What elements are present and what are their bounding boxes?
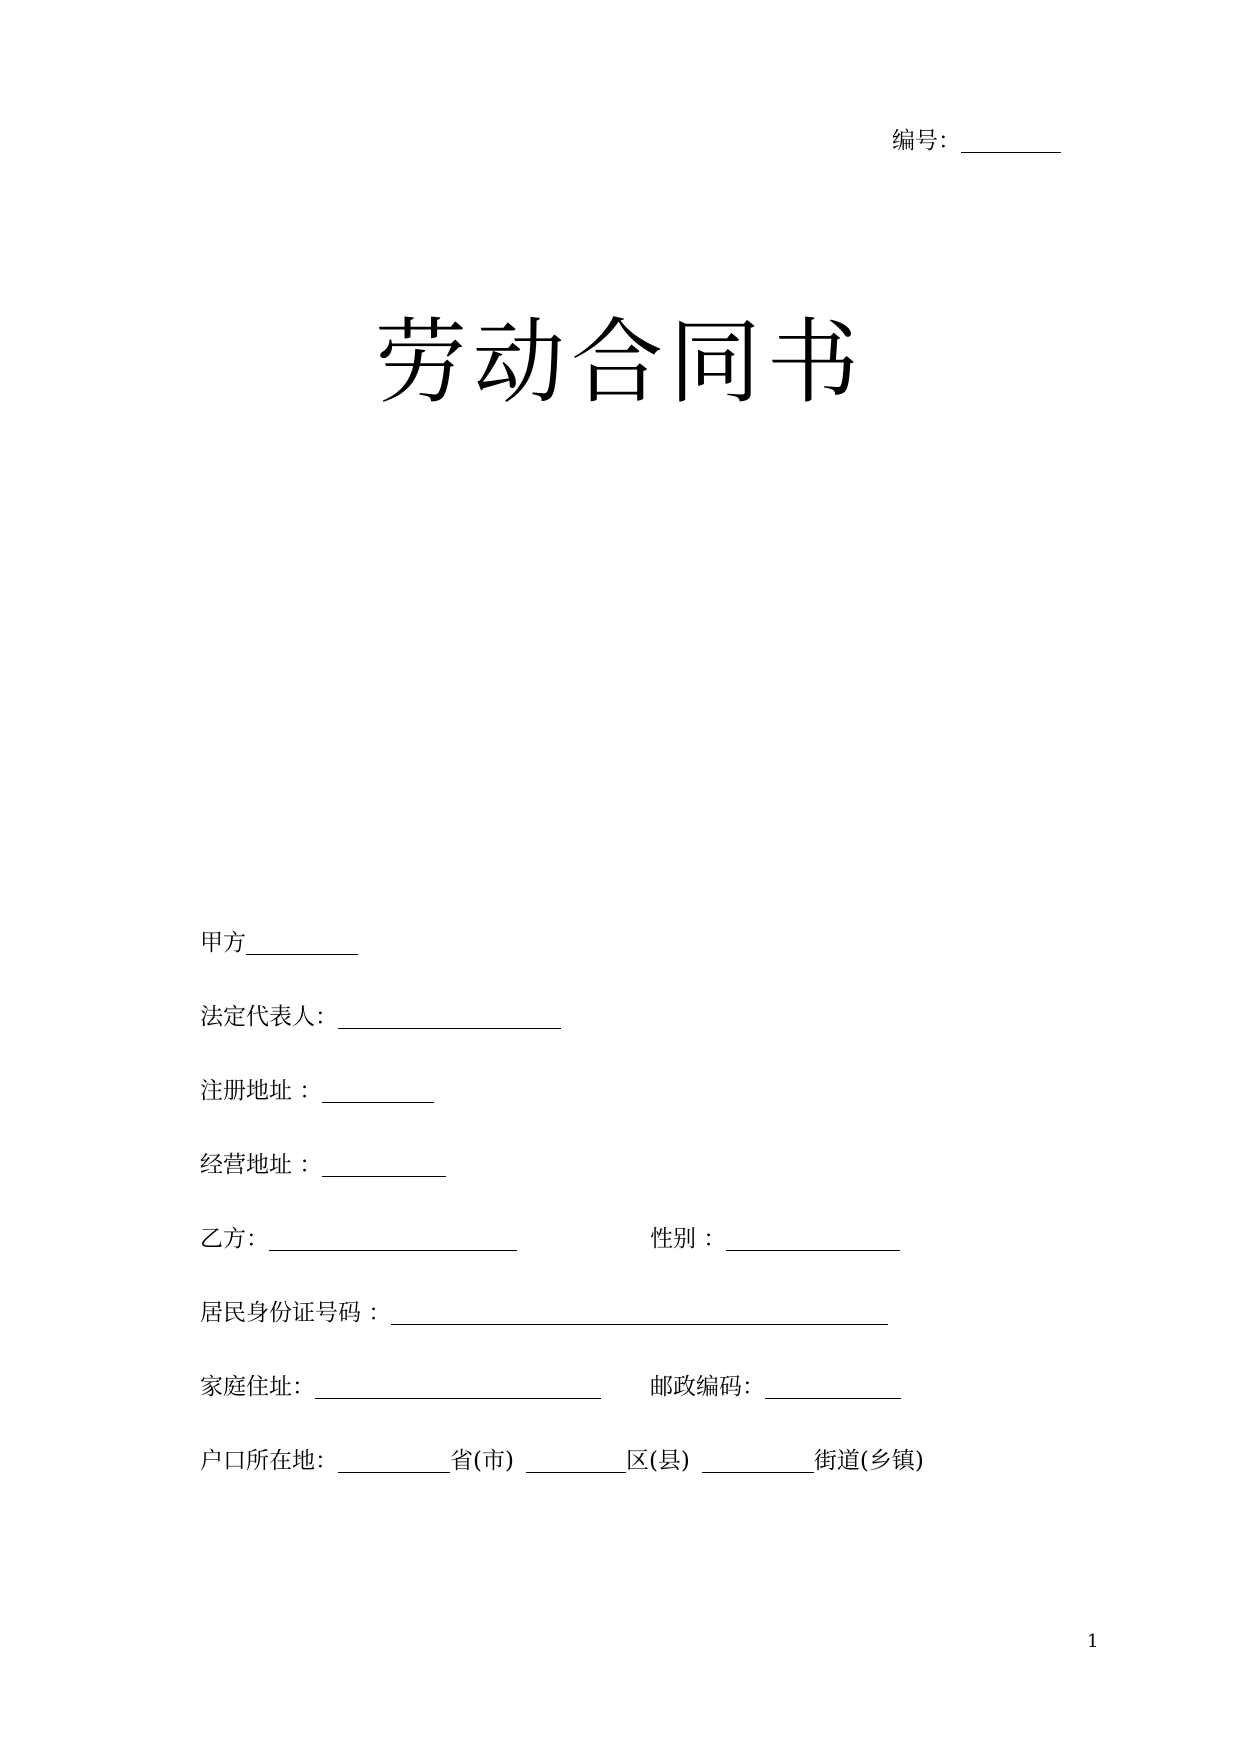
hukou-district-blank[interactable] (526, 1448, 626, 1473)
business-address-label: 经营地址 ： (200, 1152, 323, 1178)
hukou-province-blank[interactable] (338, 1448, 450, 1473)
serial-number-line (892, 126, 1061, 156)
serial-number-label: 编号： (892, 128, 961, 154)
party-b-field (200, 1224, 517, 1254)
hukou-street-blank[interactable] (702, 1448, 814, 1473)
legal-representative-label: 法定代表人： (200, 1004, 338, 1030)
registered-address-blank[interactable] (322, 1078, 434, 1103)
postal-code-blank[interactable] (765, 1374, 901, 1399)
district-suffix: 区(县) (625, 1448, 690, 1474)
page-number: 1 (1087, 1631, 1099, 1652)
legal-representative-row (200, 1002, 561, 1032)
party-b-row (200, 1224, 920, 1254)
hukou-row (200, 1446, 924, 1476)
party-b-label: 乙方： (200, 1226, 269, 1252)
province-suffix: 省(市) (450, 1448, 514, 1474)
home-address-row (200, 1372, 920, 1402)
id-number-row (200, 1298, 888, 1328)
postal-code-label: 邮政编码： (650, 1374, 765, 1400)
business-address-blank[interactable] (322, 1152, 446, 1177)
id-number-blank[interactable] (391, 1300, 888, 1325)
postal-code-field (650, 1372, 901, 1402)
page-title: 劳动合同书 (374, 309, 865, 416)
gender-field (650, 1224, 900, 1254)
home-address-label: 家庭住址： (200, 1374, 315, 1400)
legal-representative-blank[interactable] (338, 1004, 561, 1029)
home-address-blank[interactable] (315, 1374, 601, 1399)
gender-blank[interactable] (726, 1226, 900, 1251)
party-a-blank[interactable] (246, 930, 358, 955)
hukou-label: 户口所在地： (200, 1448, 338, 1474)
registered-address-row (200, 1076, 434, 1106)
party-a-row (200, 928, 358, 958)
party-a-label: 甲方 (200, 930, 246, 956)
gender-label: 性别 ： (650, 1226, 727, 1252)
id-number-label: 居民身份证号码 ： (200, 1300, 392, 1326)
party-b-blank[interactable] (269, 1226, 517, 1251)
home-address-field (200, 1372, 601, 1402)
serial-number-blank[interactable] (961, 128, 1061, 153)
business-address-row (200, 1150, 446, 1180)
registered-address-label: 注册地址 ： (200, 1078, 323, 1104)
street-suffix: 街道(乡镇) (813, 1448, 924, 1474)
